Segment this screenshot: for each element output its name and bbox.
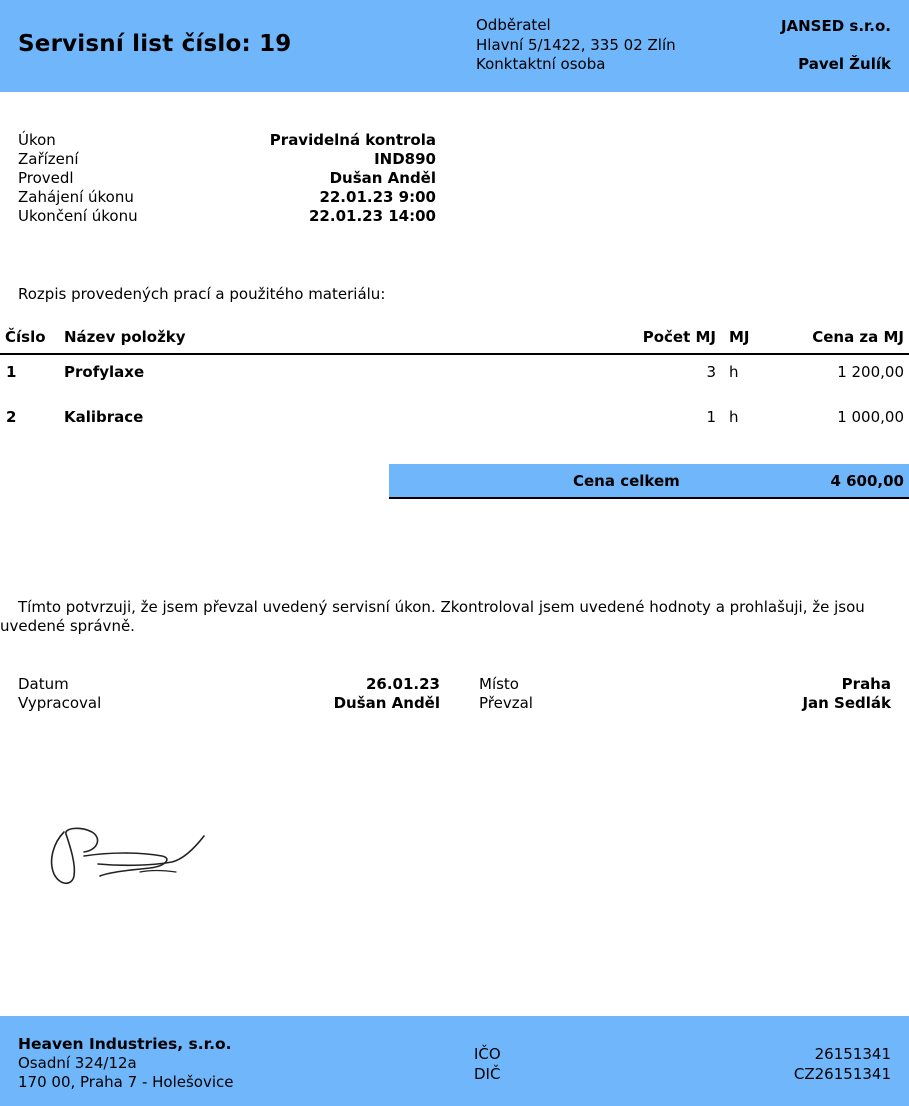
row-2-number: 2 xyxy=(6,408,17,426)
customer-address: Hlavní 5/1422, 335 02 Zlín xyxy=(476,36,676,54)
row-1-unit: h xyxy=(729,363,739,381)
footer-dic-label: DIČ xyxy=(474,1065,501,1083)
column-header-qty: Počet MJ xyxy=(642,328,716,346)
info-label-performed-by: Provedl xyxy=(18,169,74,187)
date-value: 26.01.23 xyxy=(365,675,440,693)
place-value: Praha xyxy=(841,675,891,693)
footer-company: Heaven Industries, s.r.o. xyxy=(18,1035,232,1053)
place-label: Místo xyxy=(479,675,519,693)
total-value: 4 600,00 xyxy=(830,472,904,490)
info-value-performed-by: Dušan Anděl xyxy=(329,169,436,187)
prepared-label: Vypracoval xyxy=(18,694,102,712)
row-2-name: Kalibrace xyxy=(64,408,144,426)
footer-ico-value: 26151341 xyxy=(814,1045,891,1063)
row-1-name: Profylaxe xyxy=(64,363,145,381)
info-value-end: 22.01.23 14:00 xyxy=(309,207,436,225)
info-label-device: Zařízení xyxy=(18,150,79,168)
column-header-number: Číslo xyxy=(5,328,46,346)
total-label: Cena celkem xyxy=(573,472,680,490)
prepared-value: Dušan Anděl xyxy=(333,694,440,712)
row-2-unit: h xyxy=(729,408,739,426)
customer-name: JANSED s.r.o. xyxy=(780,17,891,35)
contact-name: Pavel Žulík xyxy=(798,55,891,73)
customer-label: Odběratel xyxy=(476,16,551,34)
footer-dic-value: CZ26151341 xyxy=(793,1065,891,1083)
row-1-price: 1 200,00 xyxy=(837,363,904,381)
footer-street: Osadní 324/12a xyxy=(18,1054,137,1072)
row-1-number: 1 xyxy=(6,363,17,381)
info-label-end: Ukončení úkonu xyxy=(18,207,138,225)
contact-label: Konktaktní osoba xyxy=(476,55,606,73)
date-label: Datum xyxy=(18,675,69,693)
info-value-task: Pravidelná kontrola xyxy=(269,131,436,149)
received-value: Jan Sedlák xyxy=(802,694,891,712)
info-value-device: IND890 xyxy=(374,150,436,168)
footer-ico-label: IČO xyxy=(474,1045,501,1063)
page-title: Servisní list číslo: 19 xyxy=(18,31,292,57)
info-label-start: Zahájení úkonu xyxy=(18,188,134,206)
received-label: Převzal xyxy=(479,694,533,712)
row-1-qty: 3 xyxy=(706,363,716,381)
info-value-start: 22.01.23 9:00 xyxy=(319,188,436,206)
footer-city: 170 00, Praha 7 - Holešovice xyxy=(18,1073,234,1091)
row-2-price: 1 000,00 xyxy=(837,408,904,426)
handwritten-signature xyxy=(40,820,220,900)
column-header-unit: MJ xyxy=(729,328,750,346)
row-2-qty: 1 xyxy=(706,408,716,426)
confirmation-statement: Tímto potvrzuji, že jsem převzal uvedený servisní úkon. Zkontroloval jsem uvedené hodnoty a prohlašuji, že jsou uvedené správně. xyxy=(0,598,865,635)
section-title: Rozpis provedených prací a použitého materiálu: xyxy=(18,285,386,303)
table-header-divider xyxy=(0,353,909,355)
column-header-price: Cena za MJ xyxy=(812,328,904,346)
info-label-task: Úkon xyxy=(18,131,56,149)
column-header-name: Název položky xyxy=(64,328,186,346)
